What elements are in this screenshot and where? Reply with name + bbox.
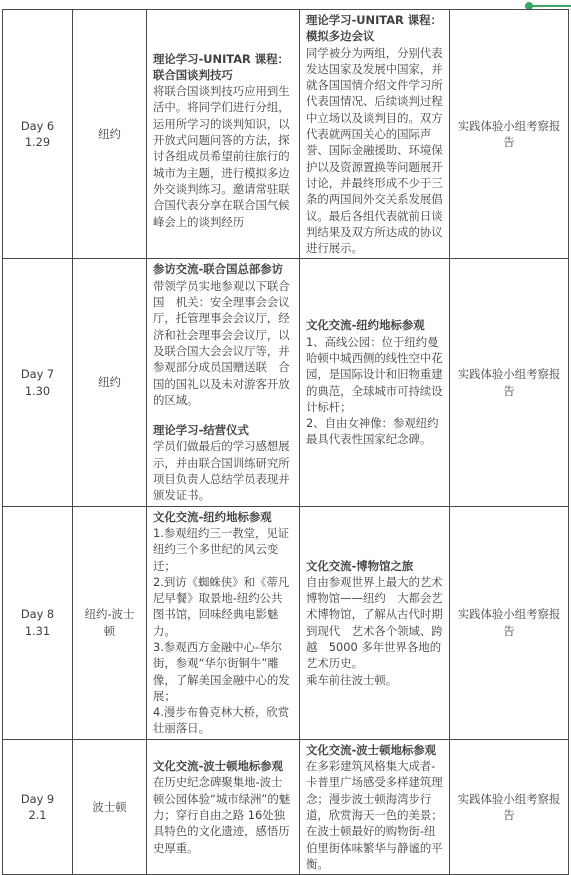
morning-activity-cell <box>147 506 300 739</box>
afternoon-activity-cell <box>300 10 450 259</box>
task-cell: 实践体验小组考察报告 <box>450 10 569 259</box>
activity-title: 文化交流-纽约地标参观 <box>153 509 272 524</box>
list-item: 1.参观纽约三一教堂，见证纽约三个多世纪的风云变迁； <box>153 525 290 573</box>
city-cell: 纽约 <box>73 259 147 506</box>
afternoon-activity-cell <box>300 506 450 739</box>
day-label: Day 7 <box>20 367 55 382</box>
date-label: 1.30 <box>24 383 51 398</box>
activity-description: 自由参观世界上最大的艺术博物馆——纽约 大都会艺术博物馆，了解从古代时期到现代 艺术各个领域、跨越 5000 多年世界各地的艺术历史。 <box>306 574 443 671</box>
activity-title: 理论学习-UNITAR 课程：联合国谈判技巧 <box>153 51 289 82</box>
activity-description: 同学被分为两组，分别代表发达国家及发展中国家，并就各国国情介绍文件学习所代表国情况、后续谈判过程中立场以及谈判目的。双方代表就两国关心的国际声誉、国际金融援助、环境保护以及资源置换等问题展开讨论，并最终形成不少于三条的两国间外交关系发展倡议。最后各组代表就前日谈判结果及双方所达成的协议进行展示。 <box>306 45 443 256</box>
list-item: 4.漫步布鲁克林大桥，欣赏壮丽落日。 <box>153 705 290 736</box>
table-row <box>3 739 569 874</box>
date-label: 1.31 <box>24 623 51 638</box>
afternoon-activity-cell <box>300 259 450 506</box>
list-item: 3.参观西方金融中心-华尔街，参观“华尔街铜牛”雕像，了解美国金融中心的发展； <box>153 639 290 703</box>
activity-title: 理论学习-结营仪式 <box>153 423 249 438</box>
activity-description: 在多彩建筑风格集大成者-卡普里广场感受多样建筑理念；漫步波士顿海湾步行道，欣赏海天一色的美景；在波士顿最好的购物街-纽伯里街体味繁华与静谧的平衡。 <box>306 759 443 871</box>
activity-title: 文化交流-博物馆之旅 <box>306 558 414 573</box>
activity-description: 乘车前往波士顿。 <box>306 672 398 687</box>
activity-description: 学员们做最后的学习感想展示，并由联合国训练研究所项目负责人总结学员表现并颁发证书。 <box>153 439 290 503</box>
day-label: Day 9 <box>20 791 55 806</box>
morning-activity-cell <box>147 259 300 506</box>
city-cell: 波士顿 <box>73 739 147 874</box>
task-cell: 实践体验小组考察报告 <box>450 259 569 506</box>
table-row <box>3 259 569 506</box>
activity-title: 参访交流-联合国总部参访 <box>153 262 284 277</box>
day-label: Day 6 <box>20 118 55 133</box>
activity-description: 1、高线公园：位于纽约曼哈顿中城西侧的线性空中花园，是国际设计和旧物重建的典范，全球城市可持续设计标杆； <box>306 334 443 414</box>
date-label: 2.1 <box>28 807 47 822</box>
morning-activity-cell <box>147 739 300 874</box>
activity-description: 带领学员实地参观以下联合国 机关：安全理事会会议厅，托管理事会会议厅，经济和社会理事会会议厅，以及联合国大会会议厅等，并参观部分成员国赠送联 合国的国礼以及未对游客开放的区域。 <box>153 278 290 407</box>
list-item: 2.到访《蜘蛛侠》和《蒂凡尼早餐》取景地-纽约公共图书馆，回味经典电影魅力。 <box>153 574 290 638</box>
day-cell <box>3 739 73 874</box>
activity-description: 在历史纪念碑聚集地-波士顿公园体验“城市绿洲”的魅力；穿行自由之路 16处独具特色的文化遗迹，感悟历史厚重。 <box>153 775 291 855</box>
date-label: 1.29 <box>24 135 51 150</box>
task-cell: 实践体验小组考察报告 <box>450 739 569 874</box>
table-row <box>3 10 569 259</box>
day-cell <box>3 259 73 506</box>
activity-title: 文化交流-波士顿地标参观 <box>153 759 284 774</box>
day-label: Day 8 <box>20 607 55 622</box>
table-row <box>3 506 569 739</box>
day-cell <box>3 10 73 259</box>
task-cell: 实践体验小组考察报告 <box>450 506 569 739</box>
activity-title: 文化交流-纽约地标参观 <box>306 318 425 333</box>
city-cell: 纽约 <box>73 10 147 259</box>
day-cell <box>3 506 73 739</box>
itinerary-table <box>2 9 569 875</box>
afternoon-activity-cell <box>300 739 450 874</box>
activity-title: 理论学习-UNITAR 课程：模拟多边会议 <box>306 13 442 44</box>
activity-title: 文化交流-波士顿地标参观 <box>306 742 437 757</box>
activity-description: 将联合国谈判技巧应用到生活中。将同学们进行分组，运用所学习的谈判知识，以开放式问题问答的方法，探讨各组成员希望前往旅行的城市为主题，进行模拟多边外交谈判练习。邀请常驻联合国代表分享在联合国气候峰会上的谈判经历 <box>153 84 290 229</box>
city-cell: 纽约-波士顿 <box>73 506 147 739</box>
morning-activity-cell <box>147 10 300 259</box>
activity-description: 2、自由女神像：参观纽约最具代表性国家纪念碑。 <box>306 416 439 447</box>
